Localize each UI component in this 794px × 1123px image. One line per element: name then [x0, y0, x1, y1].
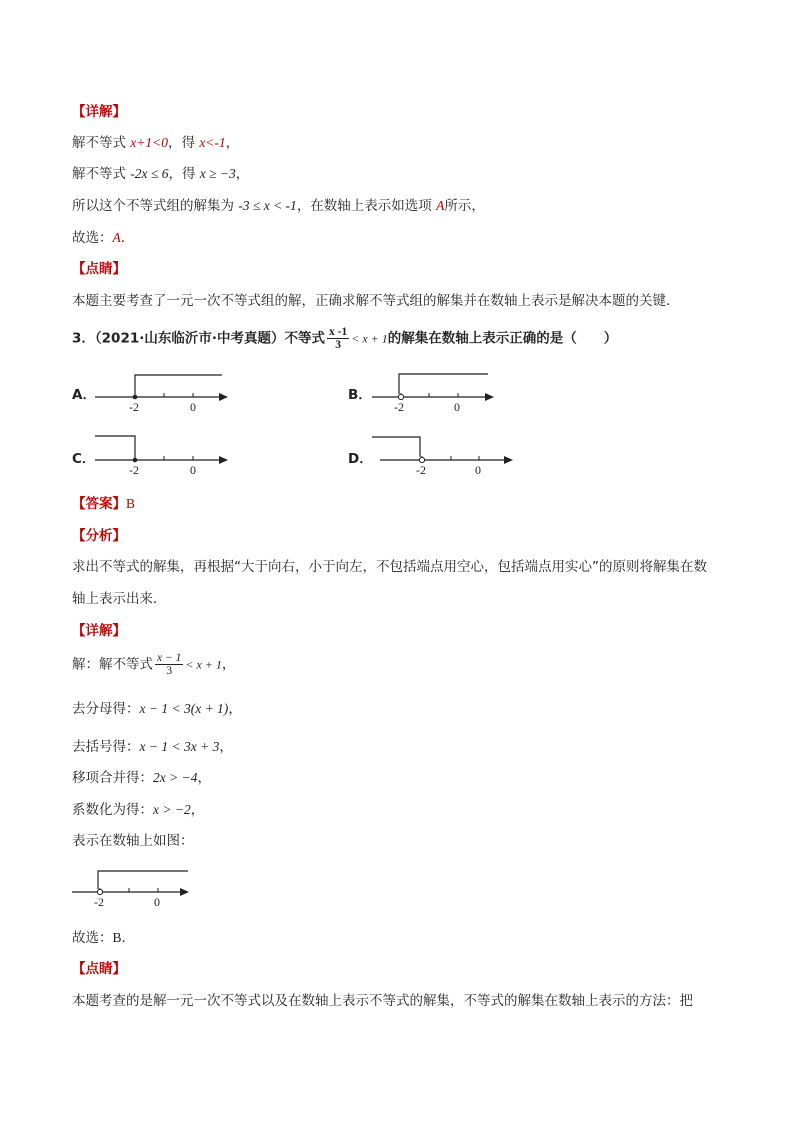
tick-label: 0 [154, 895, 160, 909]
solution-line-4: 移项合并得：2x > −4， [72, 770, 211, 786]
option-c-number-line [95, 433, 230, 478]
comment-heading-1: 【点睛】 [72, 261, 126, 277]
option-d-label[interactable]: D． [348, 451, 373, 467]
option-b-number-line [372, 370, 497, 415]
detail-line-2: 解不等式 -2x ≤ 6，得 x ≥ −3， [72, 166, 250, 182]
comment-text-2: 本题考查的是解一元一次不等式以及在数轴上表示不等式的解集，不等式的解集在数轴上表示的方法：把 [72, 993, 693, 1009]
detail-heading-2: 【详解】 [72, 623, 126, 639]
detail-line-4: 故选：A． [72, 230, 135, 246]
option-b-label[interactable]: B． [348, 387, 372, 403]
answer-line: 【答案】B [72, 496, 136, 512]
comment-heading-2: 【点睛】 [72, 961, 126, 977]
tick-label: 0 [190, 400, 196, 414]
detail-line-3: 所以这个不等式组的解集为 -3 ≤ x < -1，在数轴上表示如选项 A所示， [72, 198, 485, 214]
tick-label: -2 [416, 463, 426, 477]
option-c-label[interactable]: C． [72, 451, 96, 467]
tick-label: 0 [454, 400, 460, 414]
option-d-number-line [372, 433, 517, 478]
tick-label: -2 [394, 400, 404, 414]
tick-label: 0 [190, 463, 196, 477]
detail-line-1: 解不等式 x+1<0，得 x<-1， [72, 135, 240, 151]
solution-line-3: 去括号得：x − 1 < 3x + 3， [72, 739, 233, 755]
tick-label: 0 [475, 463, 481, 477]
analysis-text-1: 求出不等式的解集，再根据“大于向右，小于向左，不包括端点用空心，包括端点用实心”的原则将解集在数 [72, 559, 707, 575]
tick-label: -2 [129, 400, 139, 414]
solution-number-line [72, 866, 197, 911]
option-a-number-line [95, 370, 230, 415]
detail-heading-1: 【详解】 [72, 104, 126, 120]
option-a-label[interactable]: A． [72, 387, 96, 403]
tick-label: -2 [129, 463, 139, 477]
solution-line-6: 表示在数轴上如图： [72, 833, 194, 849]
solution-line-1: 解：解不等式 $\frac{x - 1}{3}$ < x + 1， [72, 652, 236, 677]
comment-text-1: 本题主要考查了一元一次不等式组的解，正确求解不等式组的解集并在数轴上表示是解决本题的关键． [72, 293, 680, 309]
solution-fraction: $\frac{x - 1}{3}$ [157, 652, 182, 677]
tick-label: -2 [94, 895, 104, 909]
solution-line-5: 系数化为得：x > −2， [72, 802, 205, 818]
question-3-stem: 3．（2021·山东临沂市·中考真题）不等式 $\frac{x -1}{3}$ < x + 1的解集在数轴上表示正确的是（ ） [72, 326, 618, 351]
analysis-heading: 【分析】 [72, 528, 126, 544]
analysis-text-2: 轴上表示出来． [72, 591, 167, 607]
choose-line: 故选：B． [72, 930, 136, 946]
question-fraction: $\frac{x -1}{3}$ [329, 326, 348, 351]
solution-line-2: 去分母得：x − 1 < 3(x + 1)， [72, 701, 242, 717]
